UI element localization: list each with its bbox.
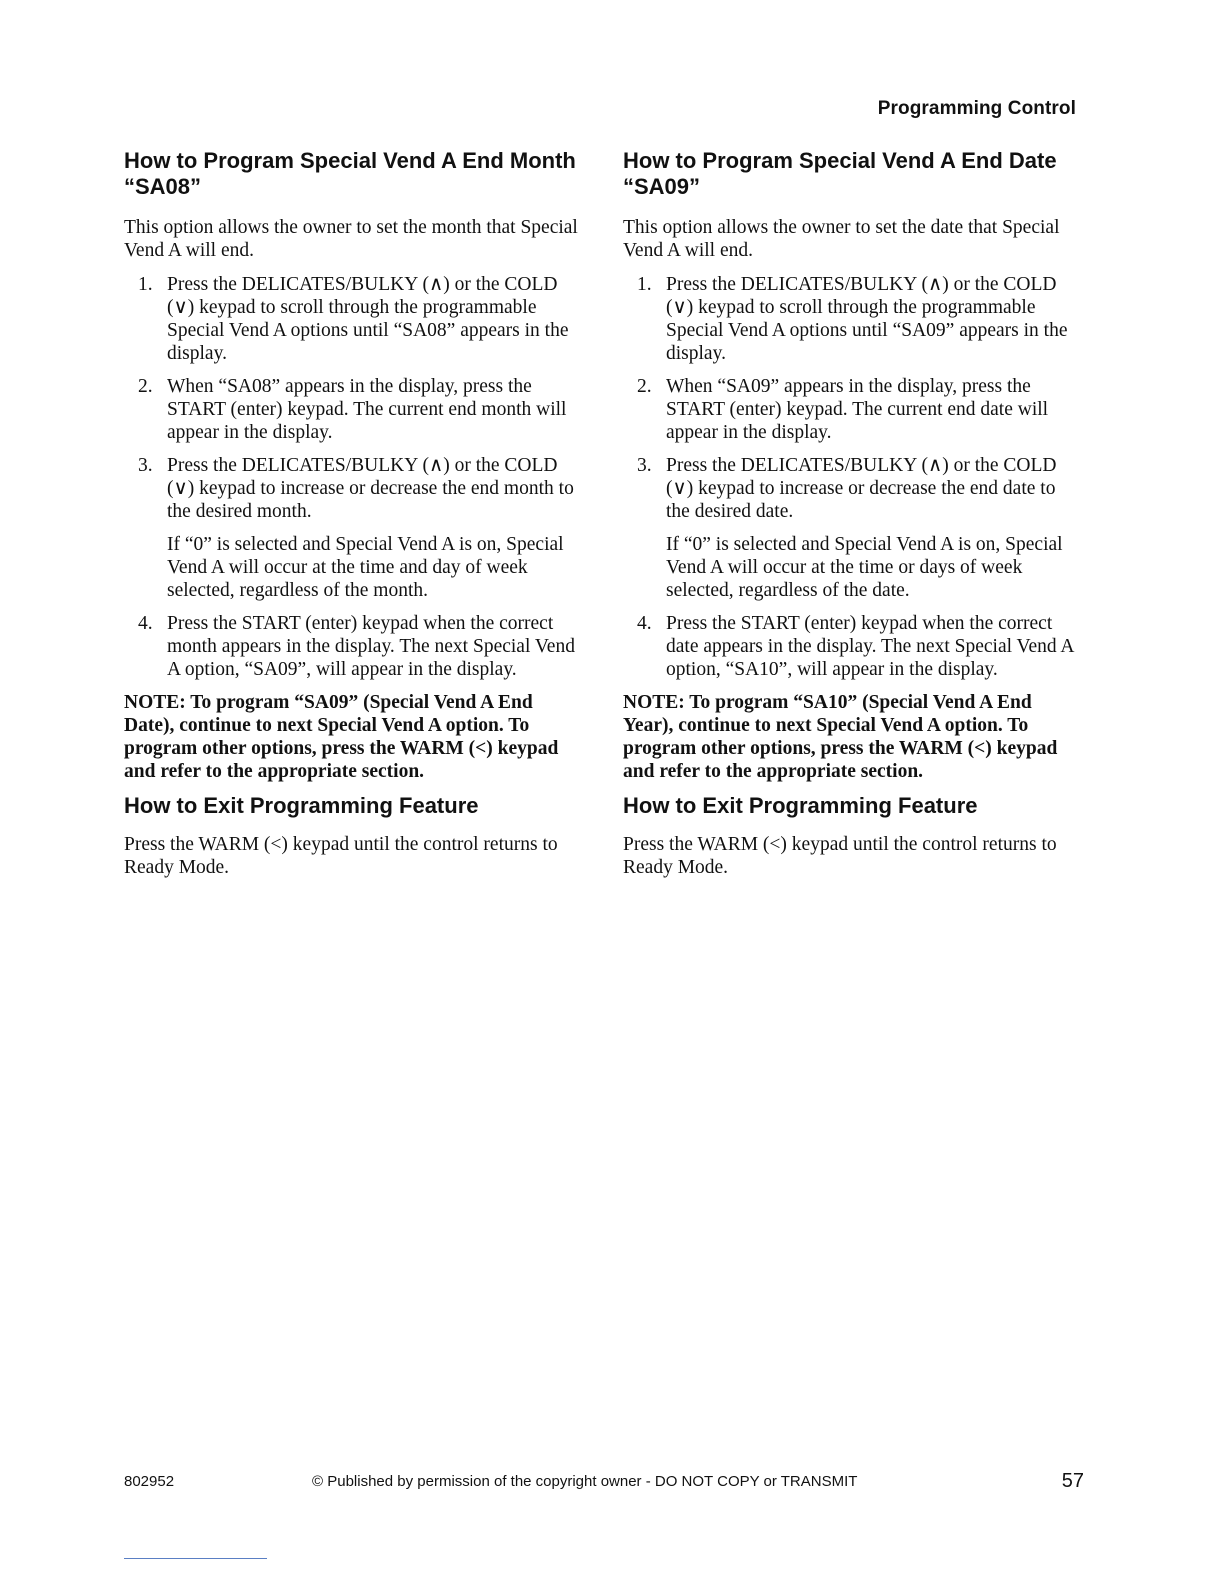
copyright-notice: © Published by permission of the copyright owner - DO NOT COPY or TRANSMIT — [312, 1473, 858, 1490]
section-title-sa08: How to Program Special Vend A End Month “SA08” — [124, 148, 576, 199]
right-column — [623, 148, 1083, 879]
step-text: Press the DELICATES/BULKY (∧) or the COLD (∨) keypad to increase or decrease the end month to the desired month. — [167, 455, 574, 522]
step-number: 2. — [637, 376, 652, 397]
step-text: Press the DELICATES/BULKY (∧) or the COLD (∨) keypad to scroll through the programmable Special Vend A options until “SA09” appears in the display. — [666, 274, 1068, 364]
step-item — [623, 612, 1083, 681]
note-paragraph: NOTE: To program “SA10” (Special Vend A End Year), continue to next Special Vend A option. To program other options, press the WARM (<) keypad and refer to the appropriate section. — [623, 692, 1058, 782]
steps-list — [124, 273, 584, 681]
page-number: 57 — [1061, 1470, 1084, 1492]
exit-section-text: Press the WARM (<) keypad until the control returns to Ready Mode. — [124, 834, 558, 878]
step-item — [623, 454, 1083, 602]
left-column — [124, 148, 584, 879]
step-number: 4. — [637, 613, 652, 634]
exit-section-text: Press the WARM (<) keypad until the control returns to Ready Mode. — [623, 834, 1057, 878]
note-paragraph: NOTE: To program “SA09” (Special Vend A End Date), continue to next Special Vend A option. To program other options, press the WARM (<) keypad and refer to the appropriate section. — [124, 692, 559, 782]
section-title-sa09: How to Program Special Vend A End Date “SA09” — [623, 148, 1057, 199]
section-intro: This option allows the owner to set the month that Special Vend A will end. — [124, 217, 578, 261]
step-text: Press the DELICATES/BULKY (∧) or the COLD (∨) keypad to scroll through the programmable Special Vend A options until “SA08” appears in the display. — [167, 274, 569, 364]
step-number: 3. — [138, 455, 153, 476]
exit-section-title: How to Exit Programming Feature — [623, 793, 978, 818]
step-number: 1. — [138, 274, 153, 295]
step-number: 4. — [138, 613, 153, 634]
page-footer — [124, 1470, 1084, 1494]
step-text: Press the DELICATES/BULKY (∧) or the COLD (∨) keypad to increase or decrease the end date to the desired date. — [666, 455, 1057, 522]
document-number: 802952 — [124, 1473, 175, 1490]
running-header: Programming Control — [877, 98, 1076, 119]
step-number: 1. — [637, 274, 652, 295]
step-text: When “SA08” appears in the display, press the START (enter) keypad. The current end month will appear in the display. — [167, 376, 567, 443]
step-number: 2. — [138, 376, 153, 397]
steps-list — [623, 273, 1083, 681]
section-intro: This option allows the owner to set the date that Special Vend A will end. — [623, 217, 1060, 261]
step-subnote: If “0” is selected and Special Vend A is on, Special Vend A will occur at the time or days of week selected, regardless of the date. — [666, 534, 1063, 601]
exit-section-title: How to Exit Programming Feature — [124, 793, 479, 818]
step-item — [124, 454, 584, 602]
step-item — [124, 273, 584, 365]
bottom-rule — [124, 1558, 267, 1559]
step-subnote: If “0” is selected and Special Vend A is on, Special Vend A will occur at the time and day of week selected, regardless of the month. — [167, 534, 564, 601]
step-item — [623, 273, 1083, 365]
step-item — [623, 375, 1083, 444]
step-text: Press the START (enter) keypad when the correct month appears in the display. The next Special Vend A option, “SA09”, will appear in the display. — [167, 613, 575, 680]
step-item — [124, 375, 584, 444]
step-text: When “SA09” appears in the display, press the START (enter) keypad. The current end date will appear in the display. — [666, 376, 1049, 443]
step-item — [124, 612, 584, 681]
step-text: Press the START (enter) keypad when the correct date appears in the display. The next Special Vend A option, “SA10”, will appear in the display. — [666, 613, 1074, 680]
step-number: 3. — [637, 455, 652, 476]
